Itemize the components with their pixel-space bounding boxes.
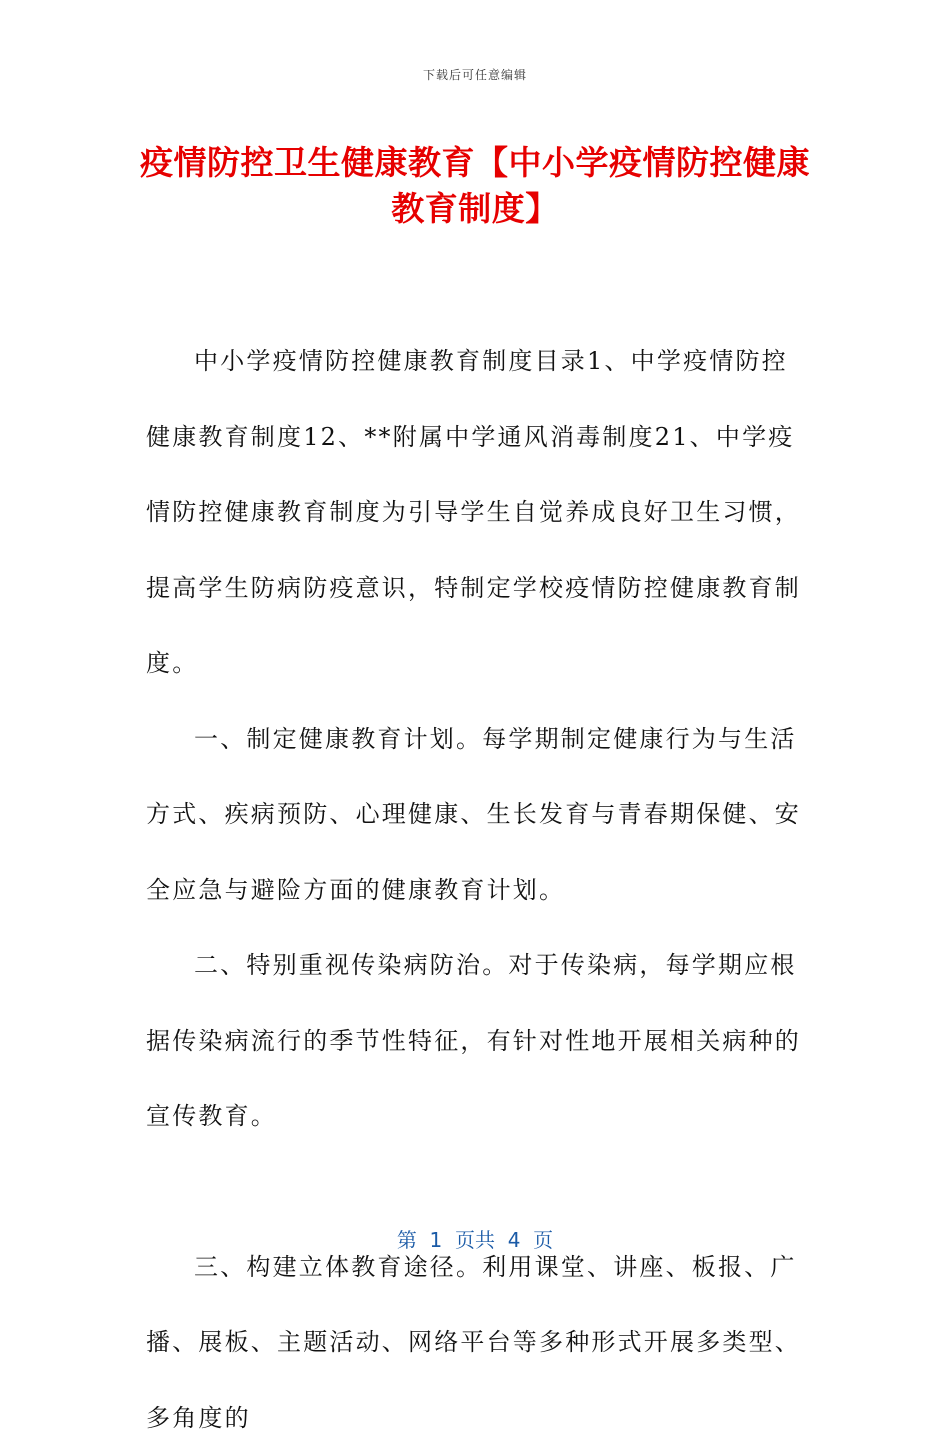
page-number-footer: 第 1 页共 4 页 (0, 1224, 950, 1253)
document-body (146, 324, 806, 1456)
paragraph-section-2: 二、特别重视传染病防治。对于传染病，每学期应根据传染病流行的季节性特征，有针对性地开展相关病种的宣传教育。 (146, 928, 806, 1155)
header-note: 下载后可任意编辑 (0, 66, 950, 83)
document-title: 疫情防控卫生健康教育【中小学疫情防控健康教育制度】 (140, 140, 810, 232)
paragraph-intro: 中小学疫情防控健康教育制度目录1、中学疫情防控健康教育制度12、**附属中学通风消毒制度21、中学疫情防控健康教育制度为引导学生自觉养成良好卫生习惯，提高学生防病防疫意识，特制定学校疫情防控健康教育制度。 (146, 324, 806, 702)
paragraph-section-3: 三、构建立体教育途径。利用课堂、讲座、板报、广播、展板、主题活动、网络平台等多种形式开展多类型、多角度的 (146, 1230, 806, 1456)
paragraph-section-1: 一、制定健康教育计划。每学期制定健康行为与生活方式、疾病预防、心理健康、生长发育与青春期保健、安全应急与避险方面的健康教育计划。 (146, 702, 806, 929)
